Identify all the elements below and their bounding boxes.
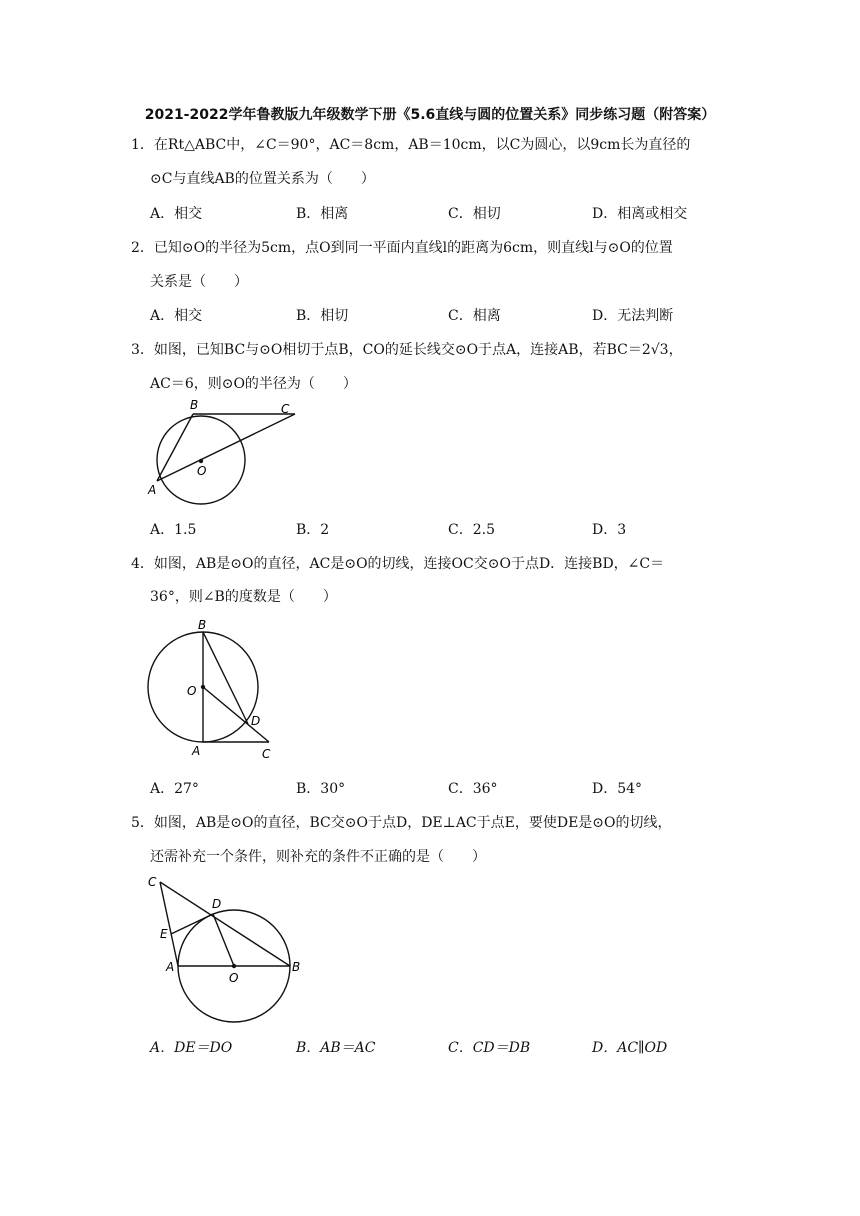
question-5-option-b: B．AB＝AC xyxy=(296,1040,376,1056)
figure-5-label-o: O xyxy=(229,971,239,985)
question-5-line-1: 5．如图，AB是⊙O的直径，BC交⊙O于点D，DE⊥AC于点E，要使DE是⊙O的切线， xyxy=(131,815,672,831)
figure-5-diagram xyxy=(140,870,315,1030)
figure-3-label-b: B xyxy=(190,398,199,412)
question-4-option-d: D．54° xyxy=(592,781,643,797)
question-2-option-c: C．相离 xyxy=(448,308,501,324)
question-1-option-c: C．相切 xyxy=(448,206,501,222)
question-4-option-c: C．36° xyxy=(448,781,498,797)
question-1-line-1: 1．在Rt△ABC中，∠C＝90°，AC＝8cm，AB＝10cm，以C为圆心，以9cm长为直径的 xyxy=(131,137,691,153)
question-3-option-d: D．3 xyxy=(592,522,627,538)
question-1-option-d: D．相离或相交 xyxy=(592,206,688,222)
figure-4-label-a: A xyxy=(192,744,201,758)
figure-3-label-a: A xyxy=(148,483,157,497)
question-1-line-2: ⊙C与直线AB的位置关系为（ ） xyxy=(150,171,375,187)
question-5-line-2: 还需补充一个条件，则补充的条件不正确的是（ ） xyxy=(150,849,486,865)
figure-5-label-e: E xyxy=(160,927,168,941)
question-2-line-2: 关系是（ ） xyxy=(150,274,248,290)
question-3-line-2: AC＝6，则⊙O的半径为（ ） xyxy=(150,376,357,392)
document-title: 2021-2022学年鲁教版九年级数学下册《5.6直线与圆的位置关系》同步练习题（附答案） xyxy=(144,107,716,123)
question-2-line-1: 2．已知⊙O的半径为5cm，点O到同一平面内直线l的距离为6cm，则直线l与⊙O的位置 xyxy=(131,240,673,256)
figure-5-label-c: C xyxy=(148,875,157,889)
figure-4-label-b: B xyxy=(198,618,207,632)
question-4-line-2: 36°，则∠B的度数是（ ） xyxy=(150,589,337,605)
question-4-option-b: B．30° xyxy=(296,781,346,797)
question-5-option-d: D．AC∥OD xyxy=(592,1040,668,1056)
figure-4-label-d: D xyxy=(251,714,261,728)
question-2-option-d: D．无法判断 xyxy=(592,308,674,324)
question-5-option-c: C．CD＝DB xyxy=(448,1040,531,1056)
figure-3-label-o: O xyxy=(197,464,207,478)
question-2-option-b: B．相切 xyxy=(296,308,349,324)
question-4-option-a: A．27° xyxy=(150,781,199,797)
question-3-option-a: A．1.5 xyxy=(150,522,197,538)
question-4-line-1: 4．如图，AB是⊙O的直径，AC是⊙O的切线，连接OC交⊙O于点D．连接BD，∠C＝ xyxy=(131,556,665,572)
figure-3-diagram xyxy=(140,394,310,506)
question-3-option-c: C．2.5 xyxy=(448,522,495,538)
question-1-option-b: B．相离 xyxy=(296,206,349,222)
figure-4-diagram xyxy=(140,612,290,762)
figure-5-label-a: A xyxy=(166,960,175,974)
question-3-option-b: B．2 xyxy=(296,522,330,538)
figure-5-label-d: D xyxy=(212,897,222,911)
figure-3-label-c: C xyxy=(281,402,290,416)
figure-4-label-o: O xyxy=(187,684,197,698)
question-3-line-1: 3．如图，已知BC与⊙O相切于点B，CO的延长线交⊙O于点A，连接AB，若BC＝2√3， xyxy=(131,342,683,358)
question-1-option-a: A．相交 xyxy=(150,206,203,222)
question-2-option-a: A．相交 xyxy=(150,308,203,324)
question-5-option-a: A．DE＝DO xyxy=(150,1040,233,1056)
figure-5-label-b: B xyxy=(292,960,301,974)
figure-4-label-c: C xyxy=(262,747,271,761)
